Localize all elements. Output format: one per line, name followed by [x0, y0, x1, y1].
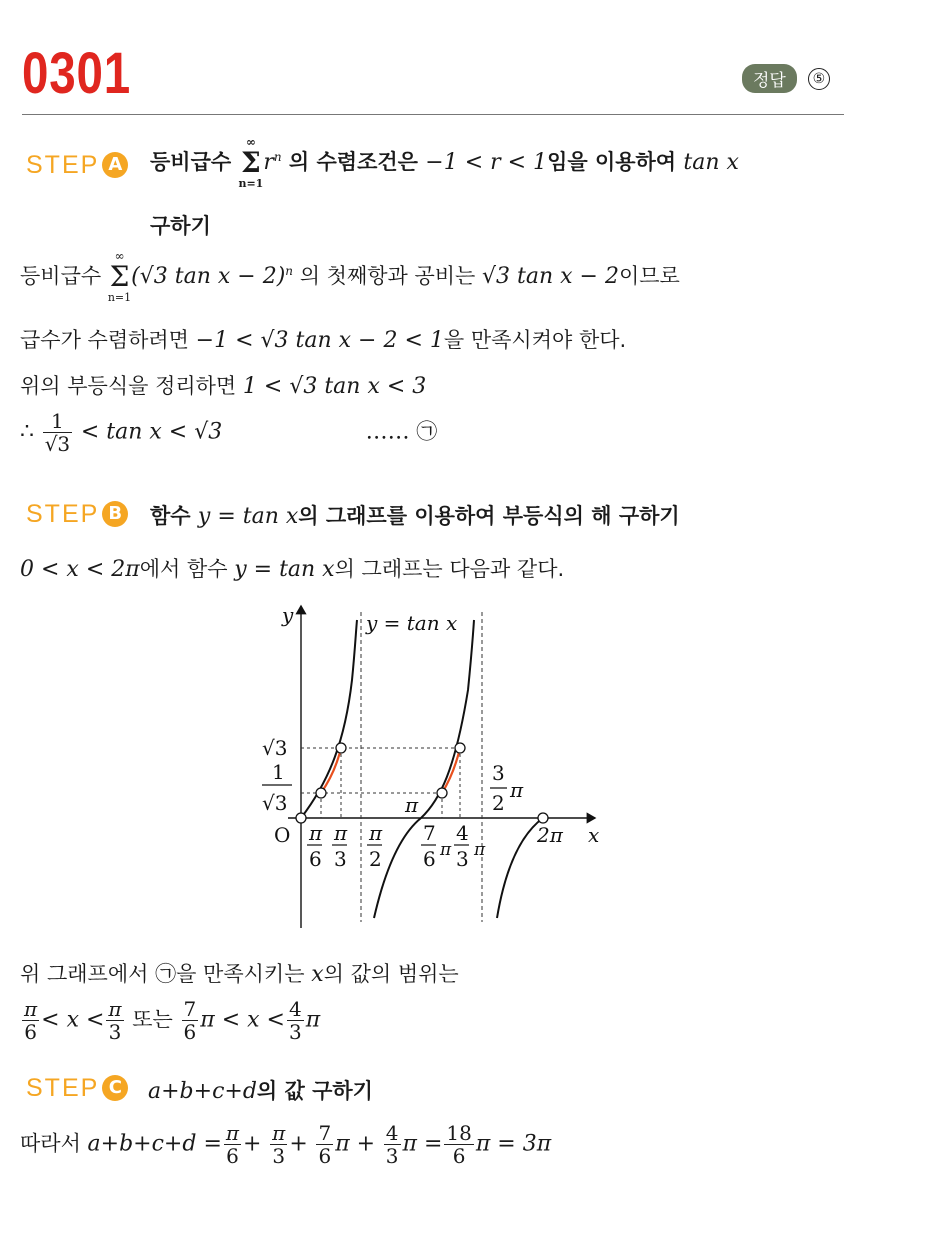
- step-b-title: 함수 y = tan x의 그래프를 이용하여 부등식의 해 구하기: [150, 504, 680, 529]
- step-letter-circle: C: [102, 1075, 128, 1101]
- marker-circle: ㉠: [155, 962, 177, 986]
- step-word: STEP: [26, 1074, 100, 1102]
- sqrt3-y-label: √3: [262, 736, 288, 760]
- two-pi-label: 2π: [537, 823, 563, 847]
- step-letter-circle: A: [102, 152, 128, 178]
- y-axis-label: y: [282, 603, 294, 627]
- problem-number: 0301: [22, 41, 132, 106]
- result-range: $\frac{\pi}{6}$ < x < $\frac{\pi}{3}$ 또는 $\frac{7}{6}$ π < x < $\frac{4}{3}$ π: [24, 997, 321, 1044]
- step-c-title: a+b+c+d의 값 구하기: [148, 1079, 373, 1104]
- highlight-segment-2: [442, 748, 460, 793]
- step-a-line-3: 위의 부등식을 정리하면 1 < √3 tan x < 3: [20, 374, 427, 399]
- step-a-title: 등비급수 ∞ Σ n=1 $r^n$ 의 수렴조건은 −1 < r < 1임을 이용하여 tan x: [150, 135, 739, 190]
- tick-4-3-num: 4: [456, 821, 469, 845]
- sigma-symbol: ∞ Σ n=1: [107, 249, 132, 304]
- tick-7-6-num: 7: [423, 821, 436, 845]
- tick-7-6-pi: π: [440, 840, 452, 860]
- curve-label: y = tan x: [366, 611, 458, 635]
- step-a-line-4: ∴ $\frac{1}{√3}$ < tan x < √3 …… ㉠: [20, 409, 438, 456]
- pi-label: π: [405, 793, 419, 817]
- tick-pi3-num: π: [334, 821, 348, 845]
- tick-pi6-num: π: [309, 821, 323, 845]
- step-c-line: 따라서 a+b+c+d = $\frac{\pi}{6}$ + $\frac{\pi}{3}$ + $\frac{7}{6}$ π + $\frac{4}{3}$ π = $\frac{18}{6}$ π = 3π: [20, 1121, 552, 1168]
- step-b-line-1: 0 < x < 2π에서 함수 y = tan x의 그래프는 다음과 같다.: [20, 557, 565, 582]
- tan-branch-2: [374, 620, 474, 918]
- three-halves-den: 2: [492, 791, 505, 815]
- highlight-segment-1: [321, 748, 341, 793]
- step-c-badge: [26, 1074, 128, 1103]
- inv-sqrt3-num: 1: [272, 760, 285, 784]
- step-word: STEP: [26, 500, 100, 528]
- tick-7-6-den: 6: [423, 847, 436, 871]
- tick-pi6-den: 6: [309, 847, 322, 871]
- result-line-1: 위 그래프에서 ㉠을 만족시키는 x의 값의 범위는: [20, 962, 459, 987]
- step-a-title-cont: 구하기: [150, 214, 211, 238]
- guide-lines: [301, 748, 460, 818]
- fraction: $\frac{1}{√3}$: [44, 409, 71, 456]
- answer-value: ⑤: [808, 68, 830, 90]
- x-axis-label: x: [588, 823, 600, 847]
- tick-4-3-den: 3: [456, 847, 469, 871]
- step-letter-circle: B: [102, 501, 128, 527]
- three-halves-pi: π: [510, 778, 524, 802]
- sigma-symbol: ∞ Σ n=1: [238, 135, 264, 190]
- tick-pi2-num: π: [369, 821, 383, 845]
- tan-branch-1: [301, 620, 357, 818]
- inv-sqrt3-den: √3: [262, 791, 288, 815]
- step-a-line-1: 등비급수 ∞ Σ n=1 (√3 tan x − 2)$^n$ 의 첫째항과 공비는 √3 tan x − 2이므로: [20, 249, 680, 304]
- tick-pi2-den: 2: [369, 847, 382, 871]
- step-a-line-2: 급수가 수렴하려면 −1 < √3 tan x − 2 < 1을 만족시켜야 한다.: [20, 328, 627, 353]
- three-halves-num: 3: [492, 761, 505, 785]
- origin-label: O: [274, 823, 291, 847]
- step-word: STEP: [26, 151, 100, 179]
- marker-circle: ㉠: [416, 419, 438, 444]
- answer-label-badge: 정답: [742, 64, 797, 93]
- tick-pi3-den: 3: [334, 847, 347, 871]
- step-a-title-text: 등비급수: [150, 150, 232, 174]
- tick-4-3-pi: π: [474, 840, 486, 860]
